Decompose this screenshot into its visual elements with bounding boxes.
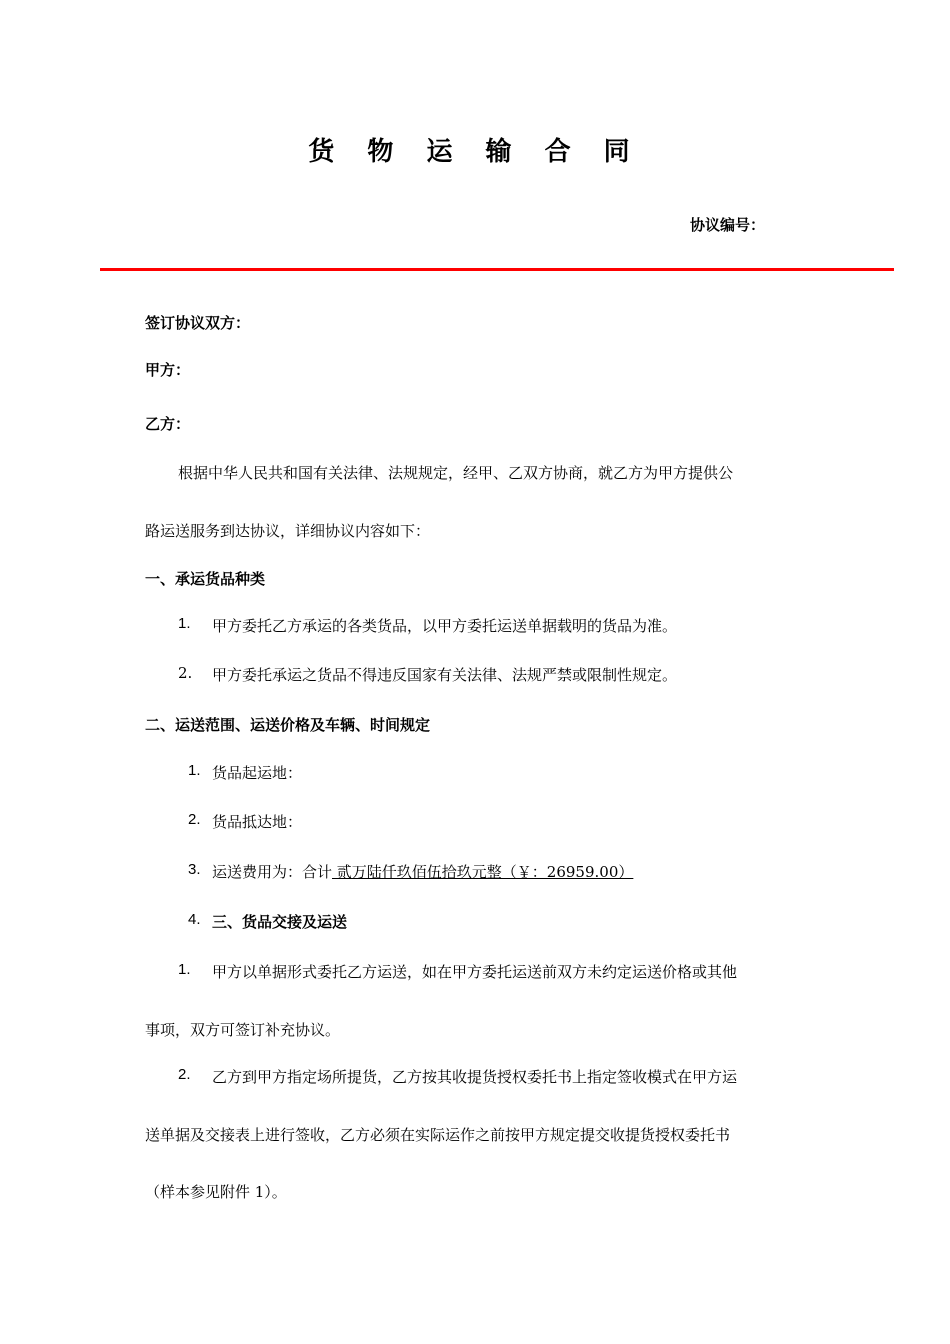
intro-line-1: 根据中华人民共和国有关法律、法规规定，经甲、乙双方协商，就乙方为甲方提供公 xyxy=(178,464,734,482)
list-item-text-cont: 送单据及交接表上进行签收，乙方必须在实际运作之前按甲方规定提交收提货授权委托书 xyxy=(145,1126,731,1144)
list-item-number: 2. xyxy=(188,811,201,828)
party-b-label: 乙方： xyxy=(145,415,191,433)
list-item-text: 乙方到甲方指定场所提货，乙方按其收提货授权委托书上指定签收模式在甲方运 xyxy=(212,1068,738,1086)
party-a-label: 甲方： xyxy=(145,361,191,379)
list-item-text: 货品抵达地： xyxy=(212,813,303,831)
list-item-text-cont: 事项，双方可签订补充协议。 xyxy=(145,1021,341,1039)
page-title: 货 物 运 输 合 同 xyxy=(308,137,642,167)
list-item-number: 1. xyxy=(178,961,191,978)
section-2-heading: 二、运送范围、运送价格及车辆、时间规定 xyxy=(145,716,431,734)
list-item-text: 甲方以单据形式委托乙方运送，如在甲方委托运送前双方未约定运送价格或其他 xyxy=(212,963,738,981)
parties-heading: 签订协议双方： xyxy=(145,314,251,332)
list-item-number: 4. xyxy=(188,911,201,928)
list-item-number: 1. xyxy=(178,615,191,632)
freight-cost-line xyxy=(212,861,633,882)
list-item-number: 3. xyxy=(188,861,201,878)
section-3-heading: 三、货品交接及运送 xyxy=(212,913,348,931)
intro-line-2: 路运送服务到达协议，详细协议内容如下： xyxy=(145,522,431,540)
list-item-number: 2. xyxy=(178,1066,191,1083)
list-item-text-cont: （样本参见附件 1）。 xyxy=(145,1183,287,1201)
section-1-heading: 一、承运货品种类 xyxy=(145,570,266,588)
freight-cost-label: 运送费用为：合计 xyxy=(212,863,333,881)
list-item-number: 2. xyxy=(178,664,193,682)
list-item-text: 甲方委托承运之货品不得违反国家有关法律、法规严禁或限制性规定。 xyxy=(212,666,678,684)
agreement-number-label: 协议编号： xyxy=(690,216,766,234)
list-item-number: 1. xyxy=(188,762,201,779)
freight-cost-amount: 贰万陆仟玖佰伍拾玖元整（￥：26959.00） xyxy=(332,863,634,881)
red-divider xyxy=(100,268,894,271)
list-item-text: 货品起运地： xyxy=(212,764,303,782)
list-item-text: 甲方委托乙方承运的各类货品，以甲方委托运送单据载明的货品为准。 xyxy=(212,617,678,635)
